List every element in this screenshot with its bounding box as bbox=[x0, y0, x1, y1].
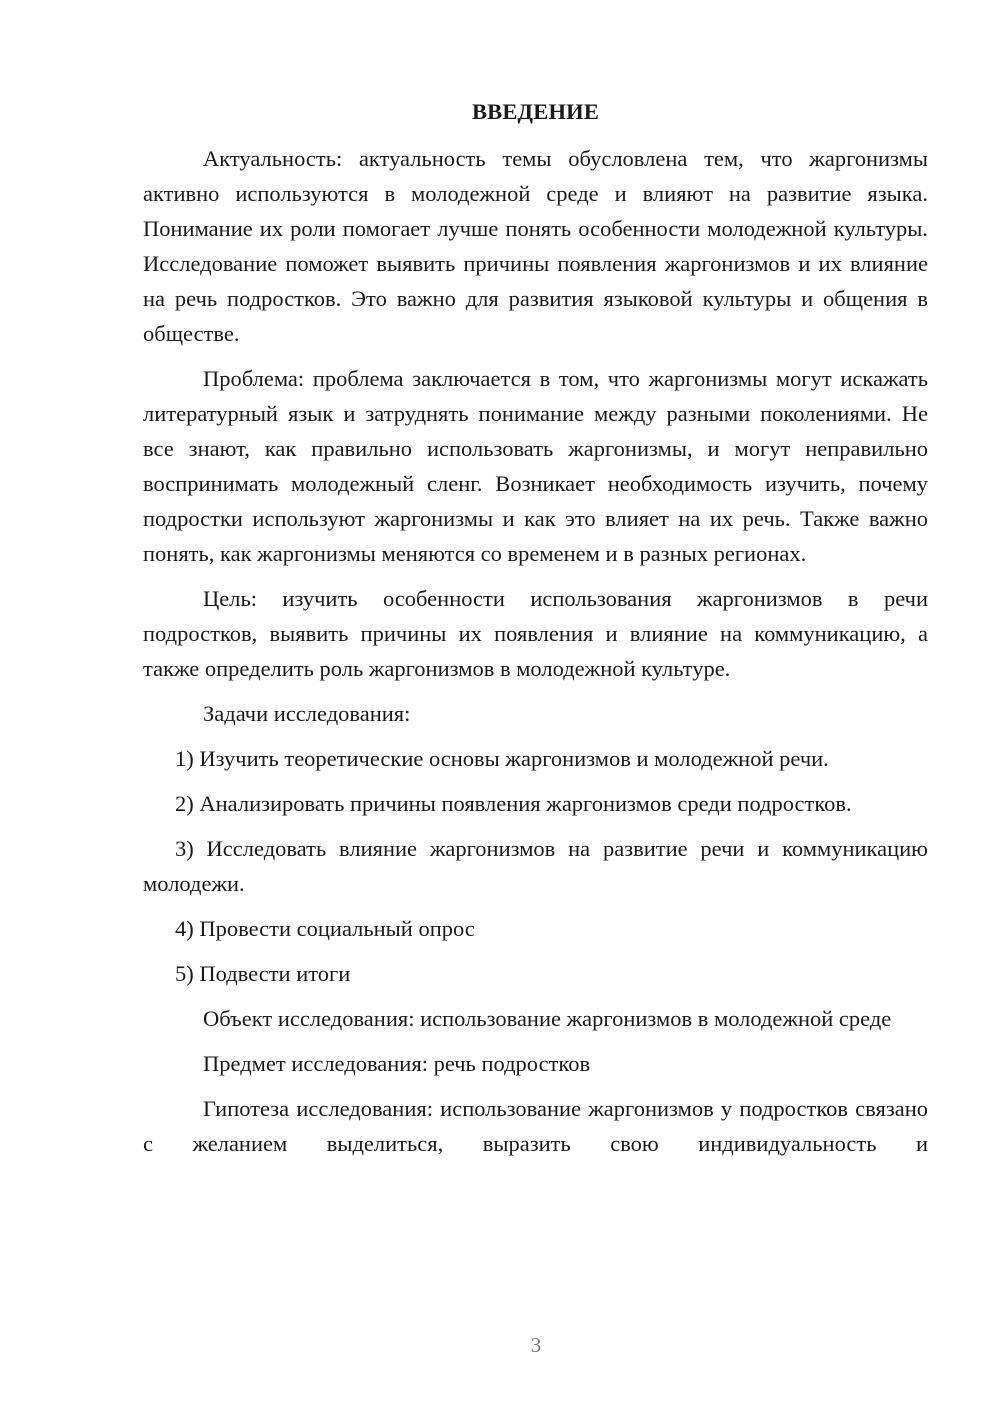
page-number: 3 bbox=[530, 1333, 542, 1357]
section-title: ВВЕДЕНИЕ bbox=[471, 99, 600, 124]
task-item-1: 1) Изучить теоретические основы жаргонизмов и молодежной речи. bbox=[175, 746, 829, 771]
paragraph-subject: Предмет исследования: речь подростков bbox=[203, 1051, 591, 1076]
tasks-heading: Задачи исследования: bbox=[203, 701, 411, 726]
paragraph-goal: Цель: изучить особенности использования жаргонизмов в речи подростков, выявить причины их появления и влияние на коммуникацию, а также определить роль жаргонизмов в молодежной культуре. bbox=[143, 586, 928, 681]
paragraph-problem: Проблема: проблема заключается в том, что жаргонизмы могут искажать литературный язык и затруднять понимание между разными поколениями. Не все знают, как правильно использовать жаргонизмы, и могут неправильно воспринимать молодежный сленг. Возникает необходимость изучить, почему подростки используют жаргонизмы и как это влияет на их речь. Также важно понять, как жаргонизмы меняются со временем и в разных регионах. bbox=[143, 366, 928, 566]
paragraph-hypothesis: Гипотеза исследования: использование жаргонизмов у подростков связано с желанием выделиться, выразить свою индивидуальность и bbox=[143, 1096, 928, 1156]
paragraph-object: Объект исследования: использование жаргонизмов в молодежной среде bbox=[203, 1006, 892, 1031]
task-item-3: 3) Исследовать влияние жаргонизмов на развитие речи и коммуникацию молодежи. bbox=[143, 836, 928, 896]
task-item-4: 4) Провести социальный опрос bbox=[175, 916, 475, 941]
task-item-5: 5) Подвести итоги bbox=[175, 961, 351, 986]
task-item-2: 2) Анализировать причины появления жаргонизмов среди подростков. bbox=[175, 791, 852, 816]
page-content bbox=[143, 94, 928, 1171]
paragraph-relevance: Актуальность: актуальность темы обусловлена тем, что жаргонизмы активно используются в молодежной среде и влияют на развитие языка. Понимание их роли помогает лучше понять особенности молодежной культуры. Исследование поможет выявить причины появления жаргонизмов и их влияние на речь подростков. Это важно для развития языковой культуры и общения в обществе. bbox=[143, 146, 928, 346]
